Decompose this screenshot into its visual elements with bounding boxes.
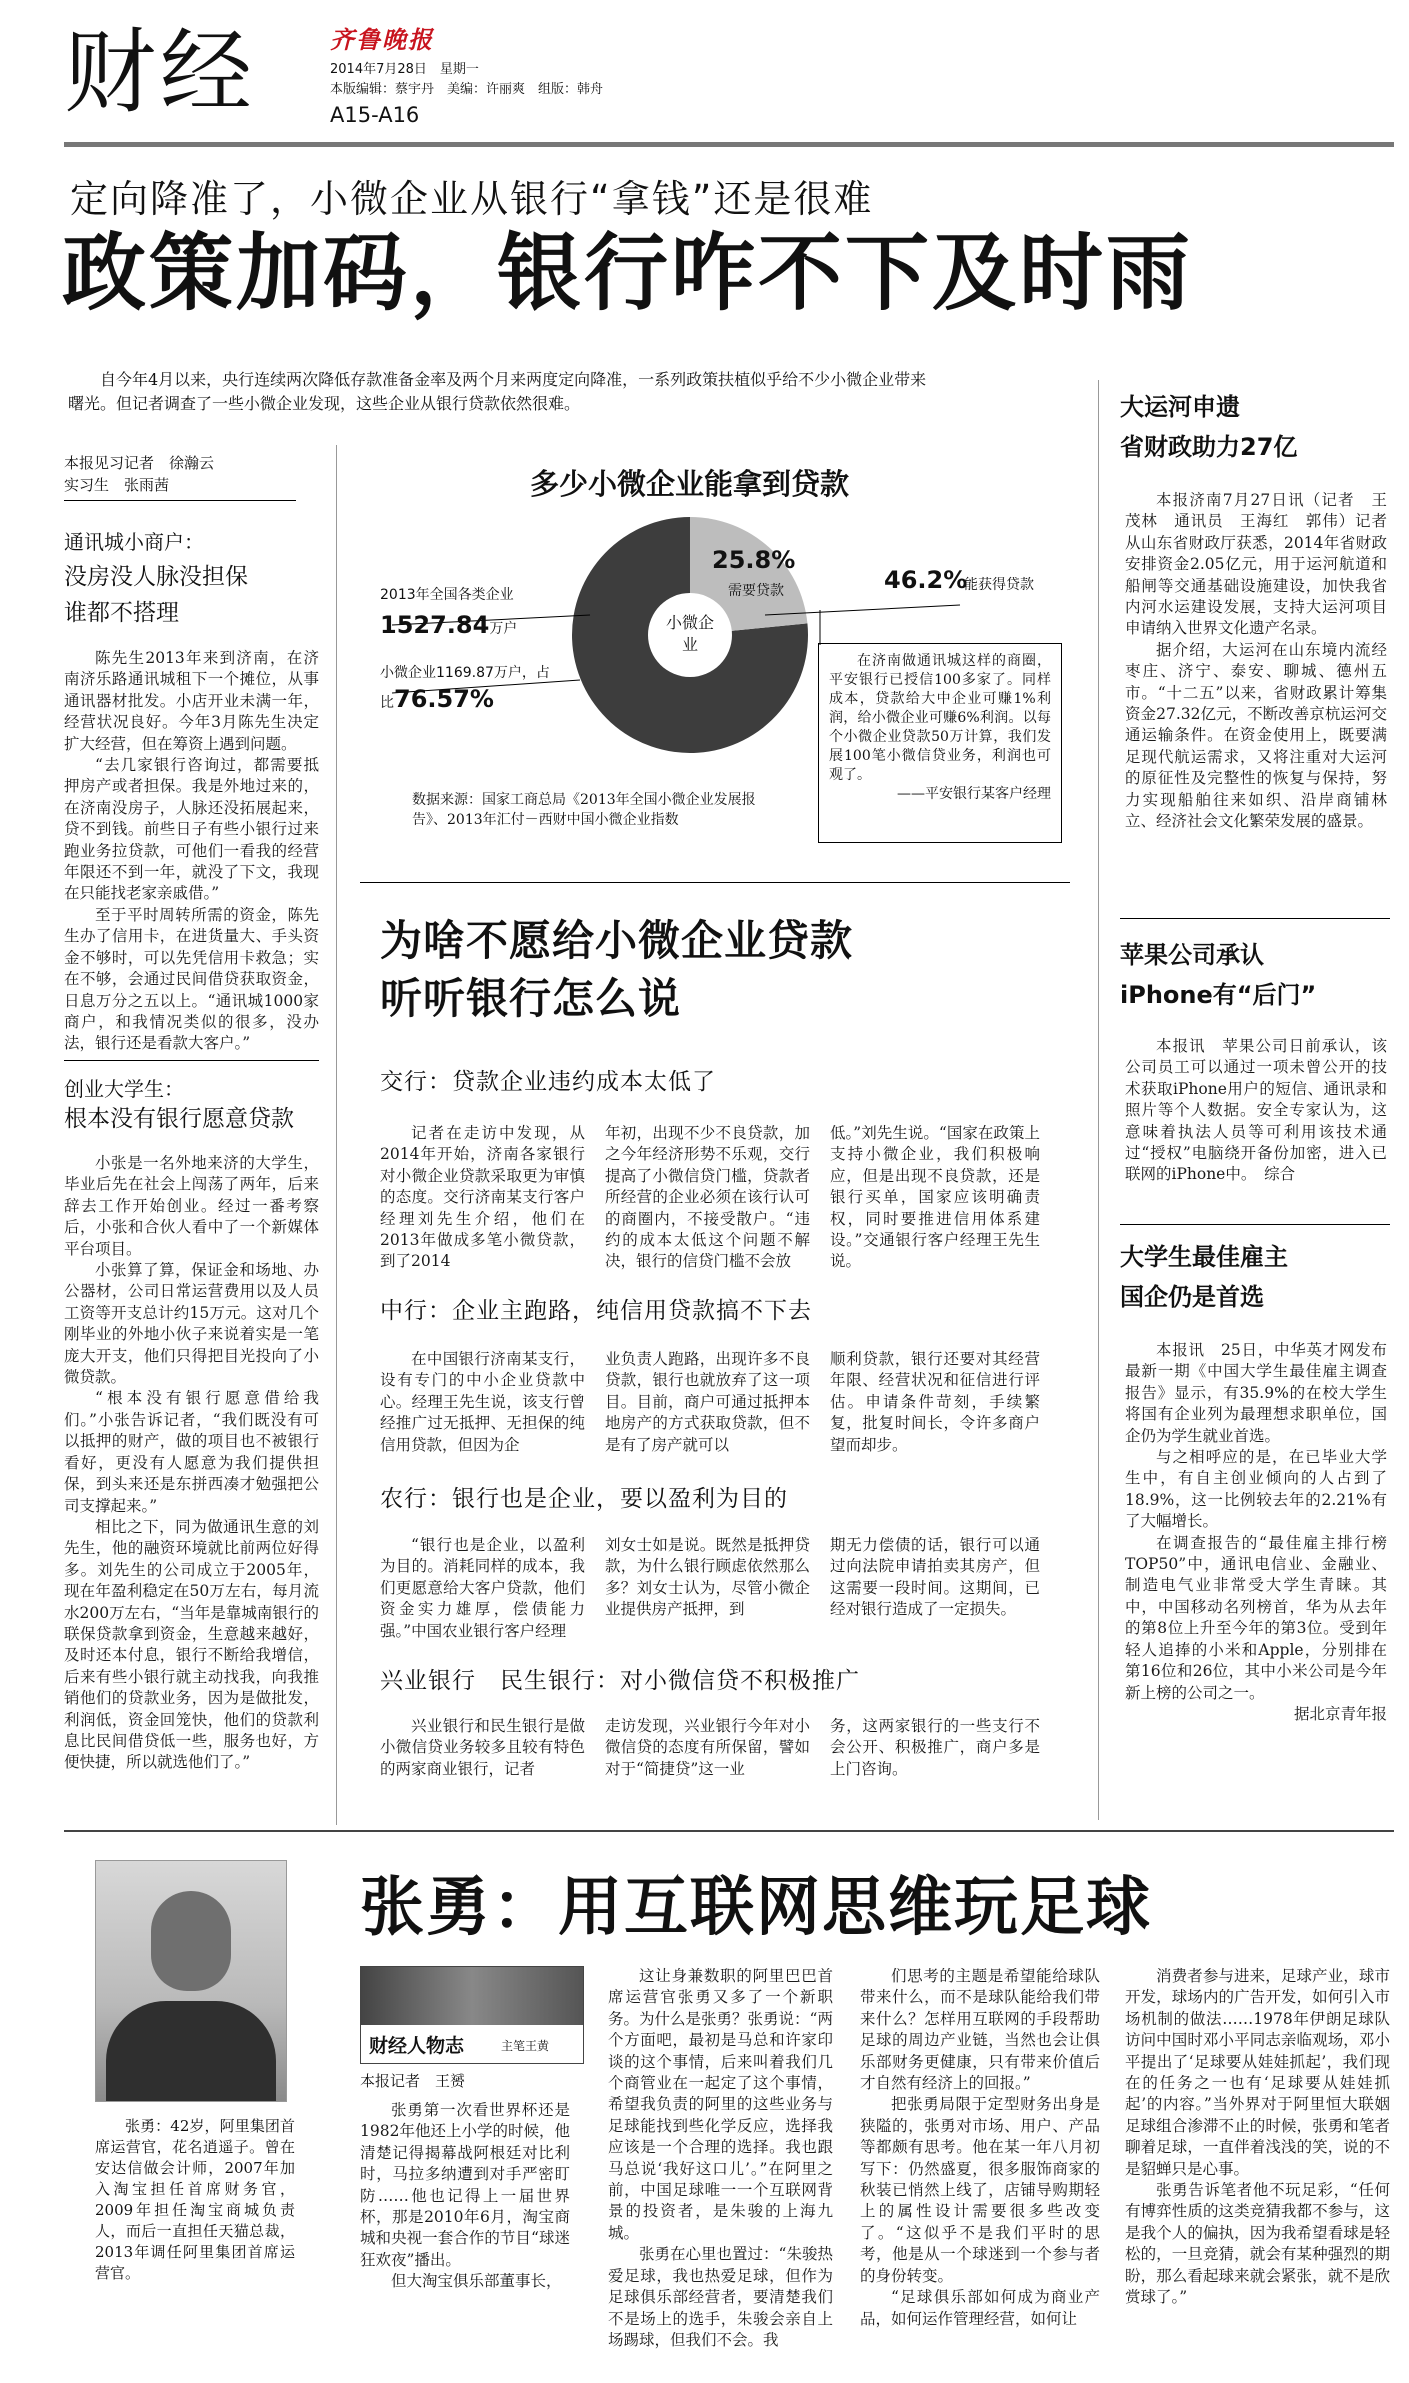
- s3-title: 农行：银行也是企业，要以盈利为目的: [380, 1486, 788, 1512]
- portrait-photo: [95, 1860, 287, 2102]
- story2-title: 根本没有银行愿意贷款: [64, 1106, 294, 1132]
- r3-para: 在调查报告的“最佳雇主排行榜TOP50”中，通讯电信业、金融业、制造电气业非常受大学生青睐。其中，中国移动名列榜首，华为从去年的第8位上升至今年的第3位。受到年轻人追捧的小米和Apple，分别排在第16位和26位，其中小米公司是今年新上榜的公司之一。: [1125, 1533, 1387, 1702]
- r3-title1: 大学生最佳雇主: [1120, 1243, 1288, 1271]
- story2-para: 相比之下，同为做通讯生意的刘先生，他的融资环境就比前两位好得多。刘先生的公司成立于2005年，现在年盈利稳定在50万左右，每月流水200万左右，“当年是靠城南银行的联保贷款拿到资金，生意越来越好，及时还本付息，银行不断给我增信，后来有些小银行就主动找我，向我推销他们的贷款业务，因为是做批发，利润低，资金回笼快，他们的贷款利息比民间借贷低一些，服务也好，方便快捷，所以就选他们了。”: [64, 1517, 319, 1772]
- page-range: A15-A16: [330, 103, 420, 127]
- small-pre: 小微企业1169.87万户，占比: [380, 665, 550, 711]
- story1-para: “去几家银行咨询过，都需要抵押房产或者担保。我是外地过来的，在济南没房子，人脉还没拓展起来，贷不到钱。前些日子有些小银行过来跑业务拉贷款，可他们一看我的经营年限还不到一年，就没了下文，我现在只能找老家亲戚借。”: [64, 756, 319, 903]
- b-col2-para: 张勇在心里也置过：“朱骏热爱足球，我也热爱足球，但作为足球俱乐部经营者，要清楚我们不是场上的选手，朱骏会亲自上场踢球，但我们不会。我: [608, 2245, 833, 2349]
- portrait-head: [151, 1891, 231, 1991]
- b-col1-para: 但大淘宝俱乐部董事长，: [391, 2272, 562, 2291]
- mid-headline-1: 为啥不愿给小微企业贷款: [380, 916, 854, 965]
- s2-col1: 在中国银行济南某支行，设有专门的中小企业贷款中心。经理王先生说，该支行曾经推广过无抵押、无担保的纯信用贷款，但因为企: [380, 1350, 585, 1454]
- column-name: 财经人物志: [369, 2035, 465, 2057]
- section-title: 财经: [64, 19, 257, 126]
- r2-divider: [1120, 1224, 1390, 1225]
- r2-para: 本报讯 苹果公司日前承认，该公司员工可以通过一项未曾公开的技术获取iPhone用户的短信、通讯录和照片等个人数据。安全专家认为，这意味着执法人员等可利用该技术通过“授权”电脑绕开备份加密，进入已联网的iPhone中。 综合: [1125, 1037, 1387, 1184]
- b-col3: [860, 1966, 1100, 2330]
- r3-title2: 国企仍是首选: [1120, 1283, 1264, 1311]
- s1-title: 交行：贷款企业违约成本太低了: [380, 1069, 716, 1095]
- story1-label: 通讯城小商户：: [64, 530, 204, 554]
- s1-col1: 记者在走访中发现，从2014年开始，济南各家银行对小微企业贷款采取更为审慎的态度。交行济南某支行客户经理刘先生介绍，他们在2013年做成多笔小微贷款，到了2014: [380, 1124, 585, 1271]
- small-pct: 76.57%: [394, 685, 494, 713]
- byline-2: 实习生 张雨茜: [64, 476, 170, 494]
- pct-needed: 25.8%: [712, 546, 796, 574]
- story1-divider: [64, 1060, 319, 1061]
- r1-para: 本报济南7月27日讯（记者 王茂林 通讯员 王海红 郭伟）记者从山东省财政厅获悉，2014年省财政安排资金2.05亿元，用于运河航道和船闸等交通基础设施建设，加快我省内河水运建设发展，支持大运河项目申请纳入世界文化遗产名录。: [1125, 491, 1387, 638]
- s4-title: 兴业银行 民生银行：对小微信贷不积极推广: [380, 1668, 860, 1694]
- r3-para: 据北京青年报: [1293, 1704, 1387, 1723]
- s3-col2: 刘女士如是说。既然是抵押贷款，为什么银行顾虑依然那么多？刘女士认为，尽管小微企业提供房产抵押，到: [605, 1536, 810, 1619]
- quote-box: [818, 643, 1062, 843]
- story2-label: 创业大学生：: [64, 1077, 184, 1101]
- bottom-headline: 张勇：用互联网思维玩足球: [360, 1871, 1152, 1945]
- quote-text: 在济南做通讯城这样的商圈，平安银行已授信100多家了。同样成本，贷款给大中企业可赚1%利润，给小微企业可赚6%利润。以每个小微企业贷款50万计算，我们发展100笔小微信贷业务，利润也可观了。: [829, 653, 1051, 783]
- story2-body: [64, 1153, 319, 1774]
- small-enterprises: [380, 660, 560, 716]
- s2-col3: 顺利贷款，银行还要对其经营年限、经营状况和征信进行评估。申请条件苛刻，手续繁复，批复时间长，令许多商户望而却步。: [830, 1350, 1040, 1454]
- r3-body: [1125, 1340, 1387, 1725]
- b-col4: [1125, 1966, 1390, 2309]
- s2-title: 中行：企业主跑路，纯信用贷款搞不下去: [380, 1298, 812, 1324]
- lead-intro: 自今年4月以来，央行连续两次降低存款准备金率及两个月来两度定向降准，一系列政策扶植似乎给不少小微企业带来曙光。但记者调查了一些小微企业发现，这些企业从银行贷款依然很难。: [68, 370, 927, 413]
- story1-para: 陈先生2013年来到济南，在济南济乐路通讯城租下一个摊位，从事通讯器材批发。小店开业未满一年，经营状况良好。今年3月陈先生决定扩大经营，但在筹资上遇到问题。: [64, 649, 319, 753]
- story1-title1: 没房没人脉没担保: [64, 564, 248, 590]
- r3-para: 与之相呼应的是，在已毕业大学生中，有自主创业倾向的人占到了18.9%，这一比例较去年的2.21%有了大幅增长。: [1125, 1448, 1387, 1531]
- byline-rule: [64, 500, 296, 501]
- s4-col2: 走访发现，兴业银行今年对小微信贷的态度有所保留，譬如对于“简捷贷”这一业: [605, 1717, 810, 1778]
- r3-para: 本报讯 25日，中华英才网发布最新一期《中国大学生最佳雇主调查报告》显示，有35.9%的在校大学生将国有企业列为最理想求职单位，国企仍为学生就业首选。: [1125, 1341, 1387, 1445]
- bottom-byline: 本报记者 王赟: [360, 2072, 466, 2090]
- label-needed: 需要贷款: [728, 583, 784, 599]
- column-host: 主笔王黄: [501, 2039, 550, 2053]
- mid-headline-2: 听听银行怎么说: [380, 974, 682, 1023]
- b-col4-para: 张勇告诉笔者他不玩足彩，“任何有博弈性质的这类竞猜我都不参与，这是我个人的偏执，因为我希望看球是轻松的，一旦竞猜，就会有某种强烈的期盼，那么看起球来就会紧张，就不是欣赏球了。”: [1125, 2181, 1390, 2307]
- editor-credits: 本版编辑：蔡宇丹 美编：许丽爽 组版：韩舟: [330, 82, 604, 97]
- quote-source: ——平安银行某客户经理: [897, 786, 1051, 802]
- badge-image: [361, 1967, 583, 2025]
- newspaper-logo: 齐鲁晚报: [330, 25, 434, 54]
- byline-1: 本报见习记者 徐瀚云: [64, 454, 215, 472]
- b-col4-para: 消费者参与进来，足球产业，球市开发，球场内的广告开发，如何引入市场机制的做法……1978年伊朗足球队访问中国时邓小平同志亲临观场，邓小平提出了‘足球要从娃娃抓起’，我们现在的任务之一也有‘足球要从娃娃抓起’的内容。”当外界对于阿里恒大联姻足球组合渗滞不止的时候，张勇和笔者聊着足球，一直伴着浅浅的笑，说的不是貂蝉只是心事。: [1125, 1967, 1390, 2178]
- b-col3-para: 们思考的主题是希望能给球队带来什么，而不是球队能给我们带来什么？怎样用互联网的手段帮助足球的周边产业链，当然也会让俱乐部财务更健康，只有带来价值后才自然有经济上的回报。”: [860, 1967, 1100, 2093]
- s1-col3: 低。”刘先生说。“国家在政策上支持小微企业，我们积极响应，但是出现不良贷款，还是银行买单，国家应该明确责权，同时要推进信用体系建设。”交通银行客户经理王先生说。: [830, 1124, 1040, 1271]
- story2-para: “根本没有银行愿意借给我们。”小张告诉记者，“我们既没有可以抵押的财产，做的项目也不被银行看好，更没有人愿意为我们提供担保，到头来还是东拼西凑才勉强把公司支撑起来。”: [64, 1389, 319, 1515]
- story1-title2: 谁都不搭理: [64, 600, 179, 626]
- r2-title2: iPhone有“后门”: [1120, 981, 1317, 1009]
- story1-para: 至于平时周转所需的资金，陈先生办了信用卡，在进货量大、手头资金不够时，可以先凭信用卡救急；实在不够，会通过民间借贷获取资金，日息万分之五以上。“通讯城1000家商户，和我情况类似的很多，没办法，银行还是看款大客户。”: [64, 905, 319, 1053]
- r2-body: [1125, 1036, 1387, 1186]
- story2-para: 小张是一名外地来济的大学生，毕业后先在社会上闯荡了两年，后来辞去工作开始创业。经过一番考察后，小张和合伙人看中了一个新媒体平台项目。: [64, 1154, 319, 1258]
- r1-title2: 省财政助力27亿: [1120, 433, 1298, 461]
- b-col1: [360, 2100, 570, 2293]
- chart-title: 多少小微企业能拿到贷款: [530, 467, 850, 501]
- pct-obtain: 46.2%: [884, 566, 968, 594]
- s3-col3: 期无力偿债的话，银行可以通过向法院申请拍卖其房产，但这需要一段时间。这期间，已经对银行造成了一定损失。: [830, 1536, 1040, 1619]
- b-col2: [608, 1966, 833, 2351]
- total-enterprises: [380, 580, 600, 644]
- chart-source: 数据来源：国家工商总局《2013年全国小微企业发展报告》、2013年汇付－西财中国小微企业指数: [412, 792, 756, 828]
- b-col3-para: “足球俱乐部如何成为商业产品，如何运作管理经营，如何让: [860, 2288, 1100, 2328]
- story1-body: [64, 648, 319, 1055]
- r1-body: [1125, 490, 1387, 833]
- r1-divider: [1120, 918, 1390, 919]
- portrait-body: [106, 2001, 276, 2102]
- b-col1-para: 张勇第一次看世界杯还是1982年他还上小学的时候，他清楚记得揭幕战阿根廷对比利时，马拉多纳遭到对手严密盯防……他也记得上一届世界杯，那是2010年6月，淘宝商城和央视一套合作的节目“球迷狂欢夜”播出。: [360, 2101, 570, 2269]
- photo-caption: 张勇：42岁，阿里集团首席运营官，花名逍遥子。曾在安达信做会计师，2007年加入淘宝担任首席财务官，2009年担任淘宝商城负责人，而后一直担任天猫总裁，2013年调任阿里集团首席运营官。: [95, 2117, 295, 2282]
- s4-col3: 务，这两家银行的一些支行不会公开、积极推广，商户多是上门咨询。: [830, 1717, 1040, 1778]
- kicker: 定向降准了，小微企业从银行“拿钱”还是很难: [70, 177, 874, 221]
- r1-title1: 大运河申遗: [1120, 393, 1240, 421]
- right-col-divider: [1098, 380, 1099, 1820]
- b-col3-para: 把张勇局限于定型财务出身是狭隘的，张勇对市场、用户、产品等都颇有思考。他在某一年八月初写下：仍然盛夏，很多服饰商家的秋装已悄然上线了，店铺导购期轻上的属性设计需要很多些改变了。“这似乎不是我们平时的思考，他是从一个球迷到一个参与者的身份转变。: [860, 2095, 1100, 2285]
- s3-col1: “银行也是企业，以盈利为目的。消耗同样的成本，我们更愿意给大客户贷款，他们资金实力雄厚，偿债能力强。”中国农业银行客户经理: [380, 1536, 585, 1640]
- r1-para: 据介绍，大运河在山东境内流经枣庄、济宁、泰安、聊城、德州五市。“十二五”以来，省财政累计筹集资金27.32亿元，不断改善京杭运河交通运输条件。在资金使用上，既要满足现代航运需求，又将注重对大运河的原征性及完整性的恢复与保持，努力实现船舶往来如织、沿岸商铺林立、经济社会文化繁荣发展的盛景。: [1125, 640, 1387, 831]
- r2-title1: 苹果公司承认: [1120, 941, 1264, 969]
- total-unit: 万户: [489, 621, 518, 637]
- s2-col2: 业负责人跑路，出现许多不良贷款，银行也就放弃了这一项目。目前，商户可通过抵押本地房产的方式获取贷款，但不是有了房产就可以: [605, 1350, 810, 1454]
- s1-col2: 年初，出现不少不良贷款，加之今年经济形势不乐观，交行提高了小微信贷门槛，贷款者所经营的企业必须在该行认可的商圈内，不接受散户。“违约的成本太低这个问题不解决，银行的信贷门槛不会放: [605, 1124, 810, 1271]
- issue-date: 2014年7月28日 星期一: [330, 62, 479, 77]
- b-col2-para: 这让身兼数职的阿里巴巴首席运营官张勇又多了一个新职务。为什么是张勇？张勇说：“两个方面吧，最初是马总和许家印谈的这个事情，后来叫着我们几个商管业在一起定了这个事情，希望我负责的阿里的这些业务与足球能找到些化学反应，选择我应该是一个合理的选择。我也跟马总说‘我好这口儿’。”在阿里之前，中国足球唯一一个互联网背景的投资者，是朱骏的上海九城。: [608, 1967, 833, 2242]
- masthead-rule: [64, 142, 1394, 147]
- main-headline: 政策加码，银行咋不下及时雨: [62, 224, 1194, 322]
- bottom-rule-top: [64, 1830, 1394, 1832]
- story2-para: 小张算了算，保证金和场地、办公器材，公司日常运营费用以及人员工资等开支总计约15万元。这对几个刚毕业的外地小伙子来说着实是一笔庞大开支，他们只得把目光投向了小微贷款。: [64, 1261, 319, 1387]
- chart-bottom-rule: [360, 882, 1070, 883]
- left-col-divider: [336, 445, 337, 1825]
- label-obtain: 能获得贷款: [964, 577, 1034, 593]
- s4-col1: 兴业银行和民生银行是做小微信贷业务较多且较有特色的两家商业银行，记者: [380, 1717, 585, 1778]
- total-value: 1527.84: [380, 611, 490, 639]
- column-badge: [360, 1966, 584, 2064]
- pie-center-label: 小微企业: [666, 613, 715, 654]
- total-pre: 2013年全国各类企业: [380, 587, 514, 603]
